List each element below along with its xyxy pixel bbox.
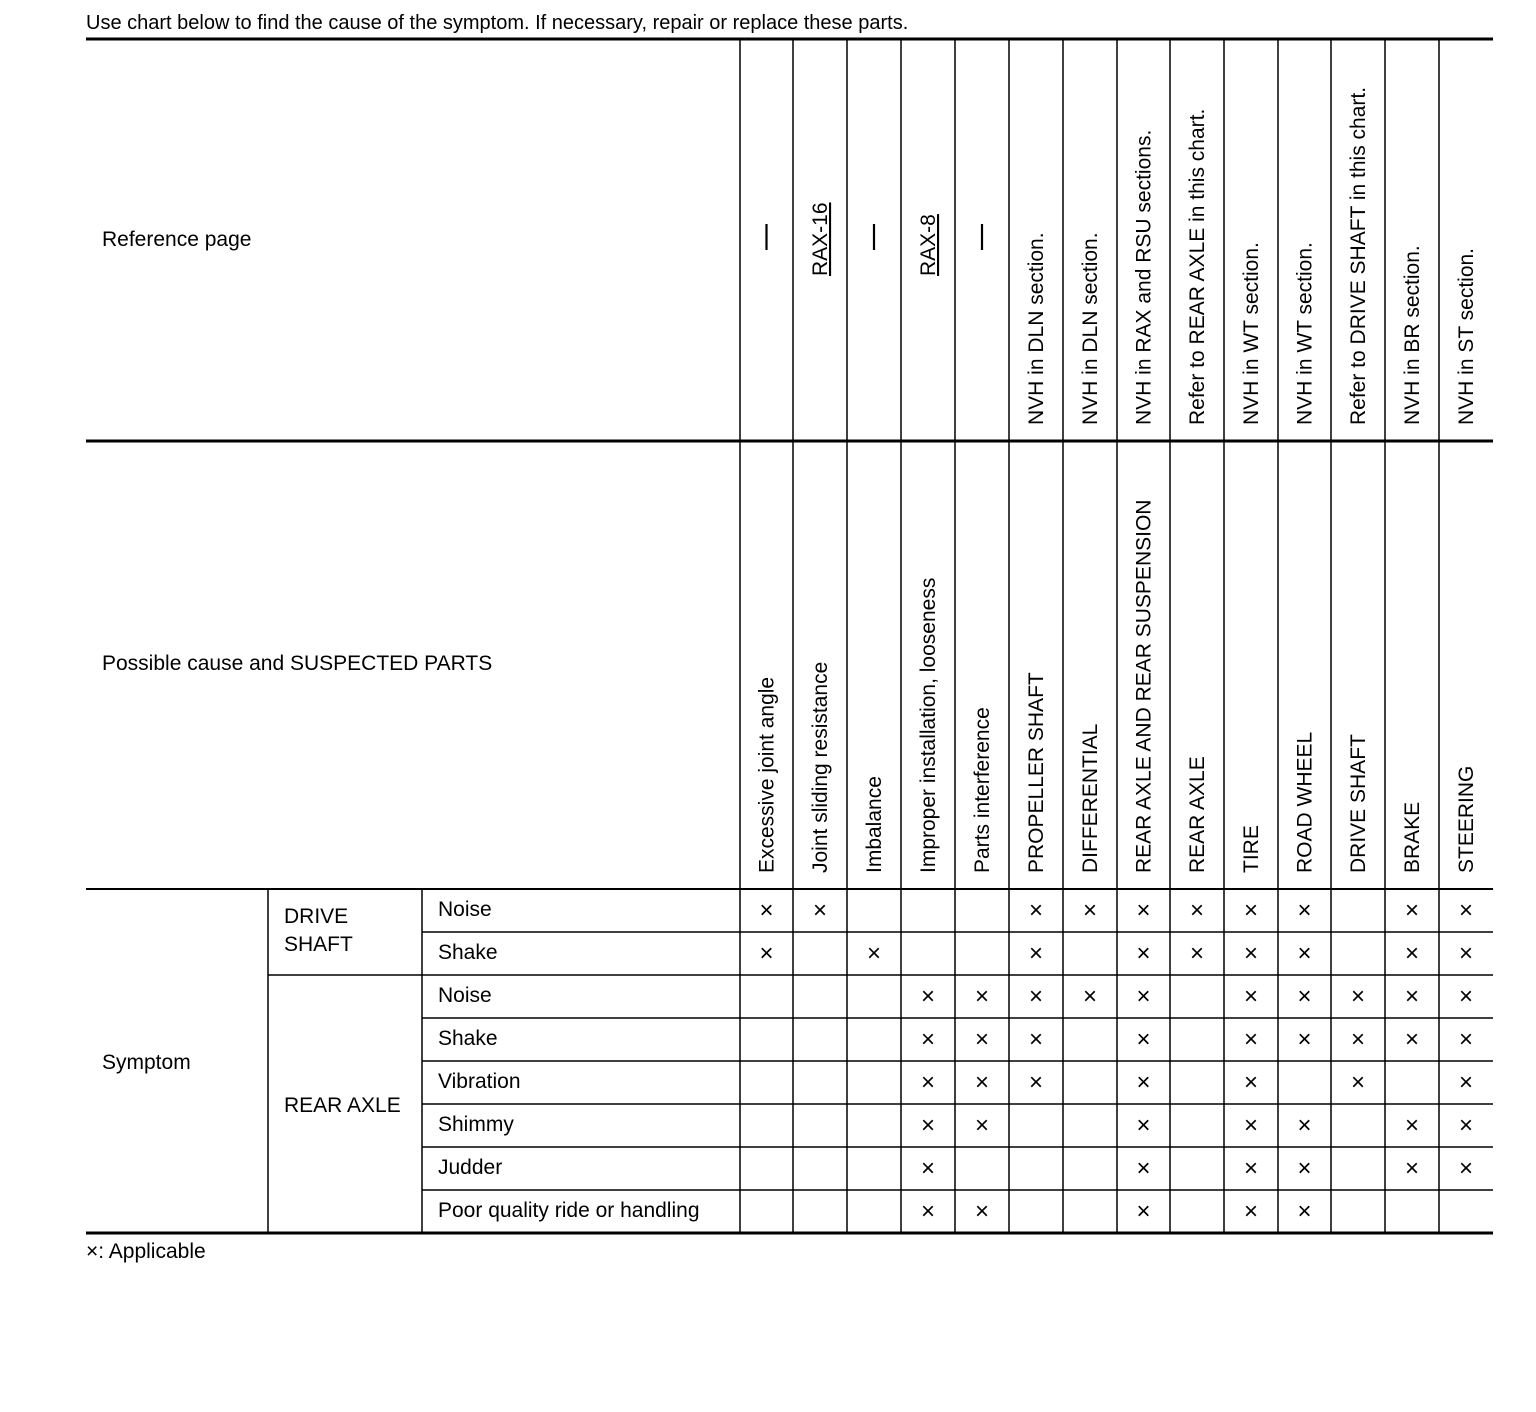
applicable-mark: × bbox=[1243, 897, 1259, 924]
applicable-mark: × bbox=[1350, 1026, 1366, 1053]
applicable-mark: × bbox=[1243, 940, 1259, 967]
applicable-mark: × bbox=[1404, 983, 1420, 1010]
applicable-mark: × bbox=[1028, 1026, 1044, 1053]
applicable-mark: × bbox=[1243, 1112, 1259, 1139]
symptom-row-label: Judder bbox=[438, 1156, 503, 1179]
applicable-mark: × bbox=[1136, 983, 1151, 1010]
applicable-mark: × bbox=[974, 1069, 990, 1096]
applicable-mark: × bbox=[1028, 940, 1044, 967]
cause-header: Improper installation, looseness bbox=[917, 577, 940, 873]
possible-cause-label: Possible cause and SUSPECTED PARTS bbox=[102, 652, 493, 675]
applicable-legend: ×: Applicable bbox=[86, 1240, 206, 1263]
applicable-mark: × bbox=[1243, 983, 1259, 1010]
applicable-mark: × bbox=[974, 983, 990, 1010]
applicable-mark: × bbox=[974, 1112, 990, 1139]
applicable-mark: × bbox=[1350, 1069, 1366, 1096]
cause-header: Imbalance bbox=[863, 776, 886, 873]
applicable-mark: × bbox=[1243, 1026, 1259, 1053]
applicable-mark: × bbox=[1404, 1112, 1420, 1139]
group-label-0: DRIVE bbox=[284, 905, 349, 928]
applicable-mark: × bbox=[1136, 1198, 1151, 1225]
cause-header: REAR AXLE bbox=[1186, 756, 1209, 873]
applicable-mark: × bbox=[1028, 1069, 1044, 1096]
ref-link-text: RAX-16 bbox=[809, 202, 832, 276]
symptom-row-label: Shimmy bbox=[438, 1113, 514, 1136]
applicable-mark: × bbox=[920, 1112, 936, 1139]
applicable-mark: × bbox=[1243, 1155, 1259, 1182]
applicable-mark: × bbox=[920, 1026, 936, 1053]
applicable-mark: × bbox=[1189, 940, 1205, 967]
cause-header: PROPELLER SHAFT bbox=[1025, 672, 1048, 873]
ref-page-text: NVH in WT section. bbox=[1293, 242, 1317, 425]
applicable-mark: × bbox=[974, 1026, 990, 1053]
ref-link-rax-8[interactable] bbox=[917, 214, 940, 276]
applicable-mark: × bbox=[1297, 940, 1312, 967]
ref-page-text: NVH in BR section. bbox=[1401, 245, 1424, 425]
cause-header: STEERING bbox=[1455, 765, 1478, 873]
ref-page-text: NVH in RAX and RSU sections. bbox=[1132, 129, 1156, 425]
applicable-mark: × bbox=[1458, 1155, 1474, 1182]
applicable-mark: × bbox=[1458, 1112, 1474, 1139]
applicable-mark: × bbox=[1189, 897, 1205, 924]
ref-page-text: NVH in DLN section. bbox=[1079, 232, 1102, 425]
cause-header: DIFFERENTIAL bbox=[1079, 723, 1102, 873]
group-label-0: SHAFT bbox=[284, 933, 353, 956]
applicable-mark: × bbox=[1243, 1198, 1259, 1225]
applicable-mark: × bbox=[1243, 1069, 1259, 1096]
applicable-mark: × bbox=[1136, 897, 1151, 924]
cause-header: BRAKE bbox=[1401, 801, 1424, 873]
ref-link-text: RAX-8 bbox=[917, 214, 940, 276]
applicable-mark: × bbox=[920, 1069, 936, 1096]
applicable-mark: × bbox=[1458, 940, 1474, 967]
cause-header: REAR AXLE AND REAR SUSPENSION bbox=[1132, 499, 1156, 873]
applicable-mark: × bbox=[1458, 1026, 1474, 1053]
symptom-row-label: Shake bbox=[438, 941, 498, 964]
applicable-mark: × bbox=[812, 897, 828, 924]
applicable-mark: × bbox=[920, 983, 936, 1010]
applicable-mark: × bbox=[1458, 897, 1474, 924]
cause-header: Excessive joint angle bbox=[755, 676, 779, 873]
applicable-mark: × bbox=[1404, 1155, 1420, 1182]
applicable-mark: × bbox=[1404, 1026, 1420, 1053]
ref-page-text: NVH in WT section. bbox=[1240, 242, 1263, 425]
symptom-row-label: Noise bbox=[438, 984, 492, 1007]
ref-link-rax-16[interactable] bbox=[809, 202, 832, 276]
applicable-mark: × bbox=[1136, 1069, 1151, 1096]
applicable-mark: × bbox=[920, 1198, 936, 1225]
applicable-mark: × bbox=[866, 940, 882, 967]
applicable-mark: × bbox=[1082, 897, 1098, 924]
applicable-mark: × bbox=[1082, 983, 1098, 1010]
cause-header: TIRE bbox=[1240, 825, 1263, 873]
symptom-row-label: Poor quality ride or handling bbox=[438, 1199, 700, 1222]
ref-page-text: Refer to DRIVE SHAFT in this chart. bbox=[1347, 86, 1370, 425]
applicable-mark: × bbox=[920, 1155, 936, 1182]
symptom-row-label: Vibration bbox=[438, 1070, 521, 1093]
applicable-mark: × bbox=[1458, 983, 1474, 1010]
applicable-mark: × bbox=[1028, 897, 1044, 924]
symptom-row-label: Noise bbox=[438, 898, 492, 921]
chart-instructions: Use chart below to find the cause of the symptom. If necessary, repair or replace these parts. bbox=[86, 12, 909, 34]
applicable-mark: × bbox=[1297, 1026, 1312, 1053]
applicable-mark: × bbox=[759, 940, 774, 967]
symptom-row-label: Shake bbox=[438, 1027, 498, 1050]
cause-header: ROAD WHEEL bbox=[1293, 731, 1317, 873]
cause-header: Parts interference bbox=[971, 707, 994, 873]
applicable-mark: × bbox=[1136, 940, 1151, 967]
applicable-mark: × bbox=[1136, 1112, 1151, 1139]
applicable-mark: × bbox=[1136, 1155, 1151, 1182]
applicable-mark: × bbox=[1297, 1112, 1312, 1139]
applicable-mark: × bbox=[1297, 983, 1312, 1010]
applicable-mark: × bbox=[759, 897, 774, 924]
reference-page-label: Reference page bbox=[102, 228, 252, 251]
ref-page-text: NVH in DLN section. bbox=[1025, 232, 1048, 425]
symptom-label: Symptom bbox=[102, 1051, 191, 1074]
applicable-mark: × bbox=[1297, 1198, 1312, 1225]
applicable-mark: × bbox=[1136, 1026, 1151, 1053]
ref-page-text: Refer to REAR AXLE in this chart. bbox=[1186, 108, 1209, 425]
applicable-mark: × bbox=[1458, 1069, 1474, 1096]
applicable-mark: × bbox=[1350, 983, 1366, 1010]
applicable-mark: × bbox=[1404, 897, 1420, 924]
applicable-mark: × bbox=[1028, 983, 1044, 1010]
cause-header: Joint sliding resistance bbox=[809, 661, 832, 873]
group-label-1: REAR AXLE bbox=[284, 1094, 401, 1117]
applicable-mark: × bbox=[1297, 897, 1312, 924]
applicable-mark: × bbox=[974, 1198, 990, 1225]
applicable-mark: × bbox=[1297, 1155, 1312, 1182]
applicable-mark: × bbox=[1404, 940, 1420, 967]
cause-header: DRIVE SHAFT bbox=[1347, 734, 1370, 873]
ref-page-text: NVH in ST section. bbox=[1455, 247, 1478, 425]
